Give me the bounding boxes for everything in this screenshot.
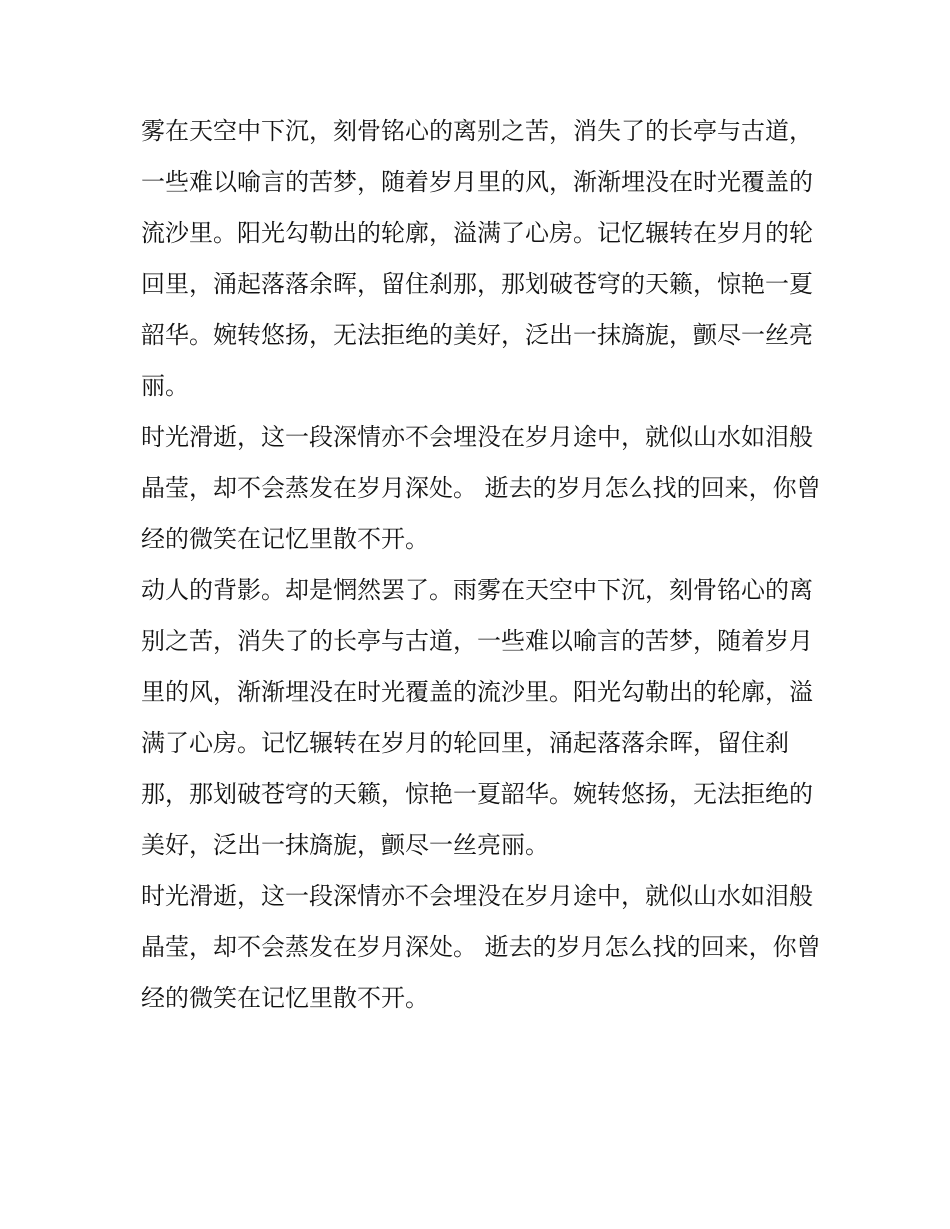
- document-body: [141, 106, 821, 1024]
- paragraph-3: 动人的背影。却是惘然罢了。雨雾在天空中下沉，刻骨铭心的离别之苦，消失了的长亭与古道，一些难以喻言的苦梦，随着岁月里的风，渐渐埋没在时光覆盖的流沙里。阳光勾勒出的轮廓，溢满了心房。记忆辗转在岁月的轮回里，涌起落落余晖，留住刹那，那划破苍穹的天籁，惊艳一夏韶华。婉转悠扬，无法拒绝的美好，泛出一抹旖旎，颤尽一丝亮丽。: [141, 576, 813, 859]
- paragraph-1: 雾在天空中下沉，刻骨铭心的离别之苦，消失了的长亭与古道，一些难以喻言的苦梦，随着岁月里的风，渐渐埋没在时光覆盖的流沙里。阳光勾勒出的轮廓，溢满了心房。记忆辗转在岁月的轮回里，涌起落落余晖，留住刹那，那划破苍穹的天籁，惊艳一夏韶华。婉转悠扬，无法拒绝的美好，泛出一抹旖旎，颤尽一丝亮丽。: [141, 117, 813, 400]
- paragraph-4: 时光滑逝，这一段深情亦不会埋没在岁月途中，就似山水如泪般晶莹，却不会蒸发在岁月深处。 逝去的岁月怎么找的回来，你曾经的微笑在记忆里散不开。: [141, 882, 821, 1012]
- paragraph-2: 时光滑逝，这一段深情亦不会埋没在岁月途中，就似山水如泪般晶莹，却不会蒸发在岁月深处。 逝去的岁月怎么找的回来，你曾经的微笑在记忆里散不开。: [141, 423, 821, 553]
